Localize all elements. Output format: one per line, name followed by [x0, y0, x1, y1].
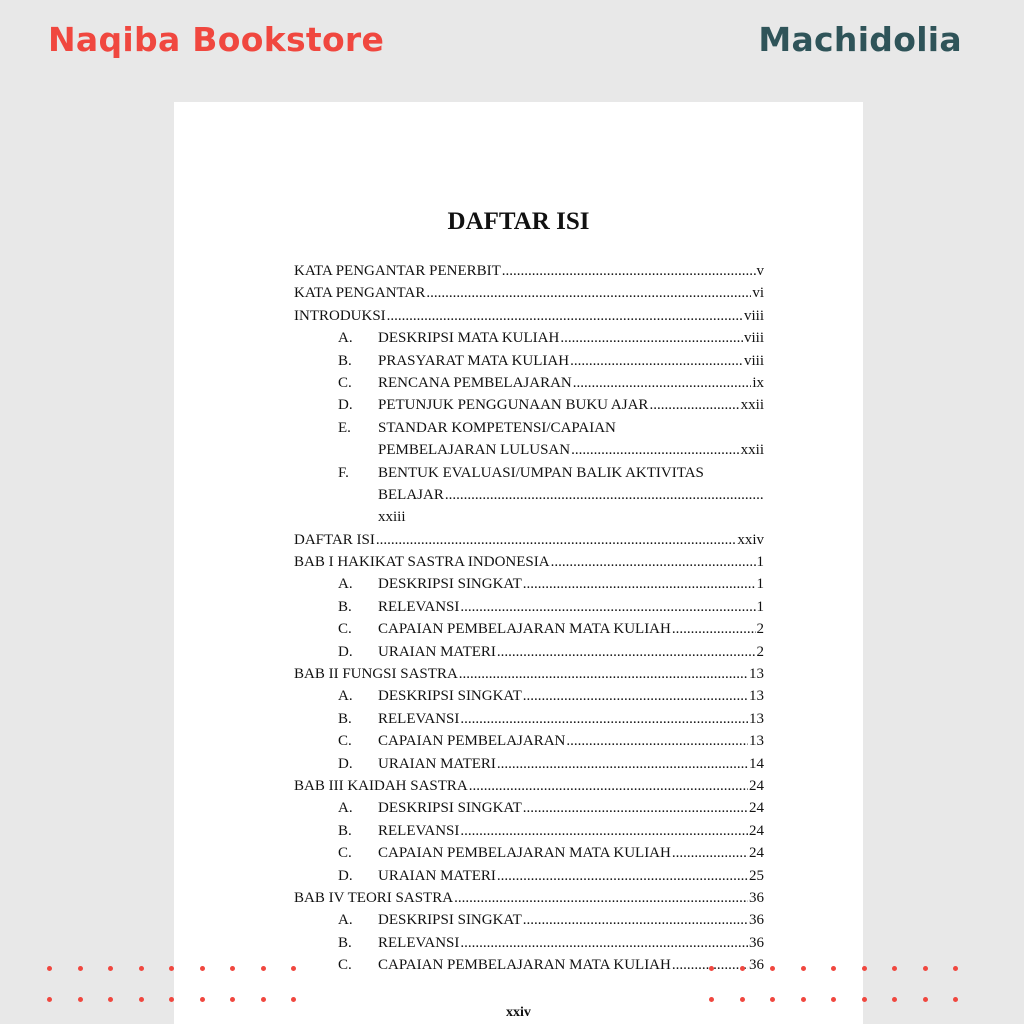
toc-entry-letter: D. — [338, 643, 353, 660]
toc-entry-title: DESKRIPSI SINGKAT — [378, 688, 522, 705]
toc-entry-letter: E. — [338, 419, 351, 436]
toc-entry-letter: D. — [338, 755, 353, 772]
toc-entry-letter: B. — [338, 934, 352, 951]
toc-entry-letter: B. — [338, 822, 352, 839]
dot-leader — [560, 327, 743, 349]
dot-leader — [497, 753, 748, 775]
decorative-dot — [139, 966, 144, 971]
toc-entry-title: CAPAIAN PEMBELAJARAN MATA KULIAH — [378, 957, 671, 974]
decorative-dot — [78, 966, 83, 971]
decorative-dot — [261, 997, 266, 1002]
decorative-dot — [923, 997, 928, 1002]
decorative-dot — [923, 966, 928, 971]
decorative-dot — [261, 966, 266, 971]
toc-entry — [294, 573, 764, 595]
toc-entry-letter: D. — [338, 397, 353, 414]
decorative-dot — [230, 997, 235, 1002]
toc-entry-title: URAIAN MATERI — [378, 643, 496, 660]
toc-entry-letter: A. — [338, 576, 353, 593]
toc-entry-title: DAFTAR ISI — [294, 531, 375, 548]
toc-entry-title: URAIAN MATERI — [378, 867, 496, 884]
toc-entry-title: BELAJAR — [378, 486, 444, 503]
toc-entry-page: 13 — [749, 688, 764, 705]
dot-leader — [571, 439, 740, 461]
decorative-dot — [78, 997, 83, 1002]
toc-entry — [294, 506, 764, 528]
dot-leader — [649, 394, 739, 416]
decorative-dot — [47, 966, 52, 971]
toc-entry-page: 1 — [756, 576, 764, 593]
document-page — [174, 102, 863, 1024]
toc-entry-title: PRASYARAT MATA KULIAH — [378, 352, 570, 369]
toc-entry-title: DESKRIPSI SINGKAT — [378, 800, 522, 817]
decorative-dot — [709, 997, 714, 1002]
toc-entry-title: BAB II FUNGSI SASTRA — [294, 666, 458, 683]
toc-entry-letter: C. — [338, 957, 352, 974]
toc-entry — [294, 327, 764, 349]
toc-entry-title: CAPAIAN PEMBELAJARAN MATA KULIAH — [378, 621, 671, 638]
toc-entry-page: v — [756, 263, 764, 279]
toc-entry-page: xxii — [740, 442, 764, 459]
decorative-dot — [892, 966, 897, 971]
toc-entry — [294, 865, 764, 887]
toc-entry-page: 1 — [756, 598, 764, 615]
toc-entry-page: 24 — [749, 777, 764, 794]
dot-leader — [523, 685, 748, 707]
dot-leader — [460, 820, 748, 842]
toc-entry-page: vi — [752, 285, 764, 302]
toc-entry-title: RELEVANSI — [378, 710, 460, 727]
toc-entry — [294, 394, 764, 416]
toc-entry-title: CAPAIAN PEMBELAJARAN — [378, 733, 566, 750]
toc-entry-title: BENTUK EVALUASI/UMPAN BALIK AKTIVITAS — [378, 464, 704, 481]
toc-entry-page: 13 — [749, 666, 764, 683]
toc-entry — [294, 909, 764, 931]
brand-machidolia: Machidolia — [758, 20, 962, 59]
decorative-dot — [108, 966, 113, 971]
decorative-dot — [740, 966, 745, 971]
toc-entry-letter: A. — [338, 912, 353, 929]
toc-entry-title: RELEVANSI — [378, 934, 460, 951]
toc-entry-title: BAB I HAKIKAT SASTRA INDONESIA — [294, 554, 550, 571]
decorative-dot — [770, 966, 775, 971]
toc-entry-letter: C. — [338, 733, 352, 750]
toc-entry — [294, 372, 764, 394]
toc-entry-letter: D. — [338, 867, 353, 884]
decorative-dot — [892, 997, 897, 1002]
decorative-dot — [862, 997, 867, 1002]
toc-entry-page: 24 — [749, 800, 764, 817]
dot-leader — [460, 596, 755, 618]
toc-entry-title: BAB III KAIDAH SASTRA — [294, 777, 468, 794]
toc-entry-title: RELEVANSI — [378, 598, 460, 615]
toc-entry-title: DESKRIPSI SINGKAT — [378, 576, 522, 593]
dot-leader — [566, 730, 748, 752]
toc-entry — [294, 685, 764, 707]
decorative-dot — [169, 997, 174, 1002]
toc-entry — [294, 305, 764, 327]
decorative-dot — [801, 997, 806, 1002]
toc-entry-page: 2 — [756, 643, 764, 660]
decorative-dot — [831, 997, 836, 1002]
toc-entry — [294, 954, 764, 976]
decorative-dot — [709, 966, 714, 971]
toc-entry-title: INTRODUKSI — [294, 307, 386, 324]
toc-entry-title: DESKRIPSI MATA KULIAH — [378, 330, 560, 347]
toc-entry — [294, 260, 764, 282]
dot-leader — [523, 909, 748, 931]
toc-entry-letter: A. — [338, 800, 353, 817]
table-of-contents — [294, 260, 764, 977]
toc-entry-page: ix — [752, 374, 764, 391]
dot-leader — [376, 529, 736, 551]
toc-entry — [294, 551, 764, 573]
dot-leader — [454, 887, 748, 909]
toc-entry — [294, 775, 764, 797]
dot-leader — [672, 842, 748, 864]
dot-leader — [387, 305, 743, 327]
decorative-dot — [291, 997, 296, 1002]
toc-entry — [294, 529, 764, 551]
dot-leader — [445, 484, 763, 506]
toc-entry-title: DESKRIPSI SINGKAT — [378, 912, 522, 929]
toc-entry-page: 24 — [749, 822, 764, 839]
dot-leader — [523, 573, 756, 595]
toc-entry-page: viii — [743, 330, 764, 347]
decorative-dot — [831, 966, 836, 971]
dot-leader — [426, 282, 751, 304]
toc-entry-title: RELEVANSI — [378, 822, 460, 839]
toc-entry-page: 36 — [749, 934, 764, 951]
toc-entry-title: PEMBELAJARAN LULUSAN — [378, 442, 571, 459]
toc-entry-title: KATA PENGANTAR — [294, 285, 426, 302]
toc-entry-title: KATA PENGANTAR PENERBIT — [294, 263, 501, 279]
toc-entry — [294, 932, 764, 954]
toc-entry-letter: F. — [338, 464, 349, 481]
toc-entry-letter: C. — [338, 845, 352, 862]
toc-entry-page: 13 — [749, 733, 764, 750]
toc-entry — [294, 417, 764, 439]
toc-entry — [294, 439, 764, 461]
decorative-dot — [200, 997, 205, 1002]
toc-entry — [294, 797, 764, 819]
dot-leader — [551, 551, 756, 573]
toc-entry-page: 36 — [749, 912, 764, 929]
toc-entry-page: 25 — [749, 867, 764, 884]
toc-entry — [294, 462, 764, 484]
toc-entry-page: 13 — [749, 710, 764, 727]
toc-entry-page: xxiv — [737, 531, 764, 548]
dot-leader — [497, 641, 756, 663]
decorative-dot — [47, 997, 52, 1002]
toc-entry-letter: B. — [338, 352, 352, 369]
decorative-dot — [230, 966, 235, 971]
toc-entry — [294, 596, 764, 618]
dot-leader — [570, 350, 743, 372]
decorative-dot — [291, 966, 296, 971]
toc-entry-page: 36 — [749, 889, 764, 906]
toc-entry-title: CAPAIAN PEMBELAJARAN MATA KULIAH — [378, 845, 671, 862]
toc-entry-page: 1 — [756, 554, 764, 571]
dot-leader — [460, 708, 748, 730]
toc-entry-letter: B. — [338, 710, 352, 727]
toc-entry-title: RENCANA PEMBELAJARAN — [378, 374, 572, 391]
toc-entry — [294, 820, 764, 842]
toc-entry-title: URAIAN MATERI — [378, 755, 496, 772]
dot-leader — [573, 372, 752, 394]
toc-entry-page: 14 — [749, 755, 764, 772]
dot-leader — [672, 618, 756, 640]
toc-entry — [294, 484, 764, 506]
decorative-dots-left — [47, 966, 296, 1002]
decorative-dot — [953, 997, 958, 1002]
toc-entry-page: xxii — [740, 397, 764, 414]
toc-entry-page: 24 — [749, 845, 764, 862]
decorative-dot — [770, 997, 775, 1002]
dot-leader — [497, 865, 748, 887]
decorative-dot — [108, 997, 113, 1002]
toc-entry — [294, 282, 764, 304]
decorative-dot — [139, 997, 144, 1002]
toc-entry-letter: B. — [338, 598, 352, 615]
toc-entry — [294, 350, 764, 372]
toc-entry — [294, 842, 764, 864]
toc-entry-page: 2 — [756, 621, 764, 638]
page-title: DAFTAR ISI — [447, 208, 590, 235]
decorative-dot — [200, 966, 205, 971]
toc-entry-page: viii — [743, 352, 764, 369]
decorative-dot — [801, 966, 806, 971]
toc-entry — [294, 730, 764, 752]
decorative-dot — [862, 966, 867, 971]
toc-entry-page: viii — [743, 307, 764, 324]
dot-leader — [460, 932, 748, 954]
decorative-dots-right — [709, 966, 958, 1002]
toc-entry-letter: C. — [338, 374, 352, 391]
decorative-dot — [740, 997, 745, 1002]
decorative-dot — [953, 966, 958, 971]
toc-entry — [294, 708, 764, 730]
toc-entry — [294, 641, 764, 663]
toc-entry-title: STANDAR KOMPETENSI/CAPAIAN — [378, 419, 616, 436]
dot-leader — [459, 663, 748, 685]
toc-entry — [294, 618, 764, 640]
brand-naqiba-bookstore: Naqiba Bookstore — [48, 20, 385, 59]
decorative-dot — [169, 966, 174, 971]
toc-entry-letter: A. — [338, 330, 353, 347]
dot-leader — [469, 775, 748, 797]
toc-entry — [294, 663, 764, 685]
toc-entry — [294, 753, 764, 775]
toc-entry — [294, 887, 764, 909]
dot-leader — [502, 260, 756, 282]
dot-leader — [523, 797, 748, 819]
toc-entry-title: xxiii — [378, 509, 406, 526]
toc-entry-title: BAB IV TEORI SASTRA — [294, 889, 454, 906]
toc-entry-page: 36 — [749, 957, 764, 974]
toc-entry-letter: A. — [338, 688, 353, 705]
page-number: xxiv — [506, 1005, 531, 1020]
toc-entry-letter: C. — [338, 621, 352, 638]
toc-entry-title: PETUNJUK PENGGUNAAN BUKU AJAR — [378, 397, 649, 414]
